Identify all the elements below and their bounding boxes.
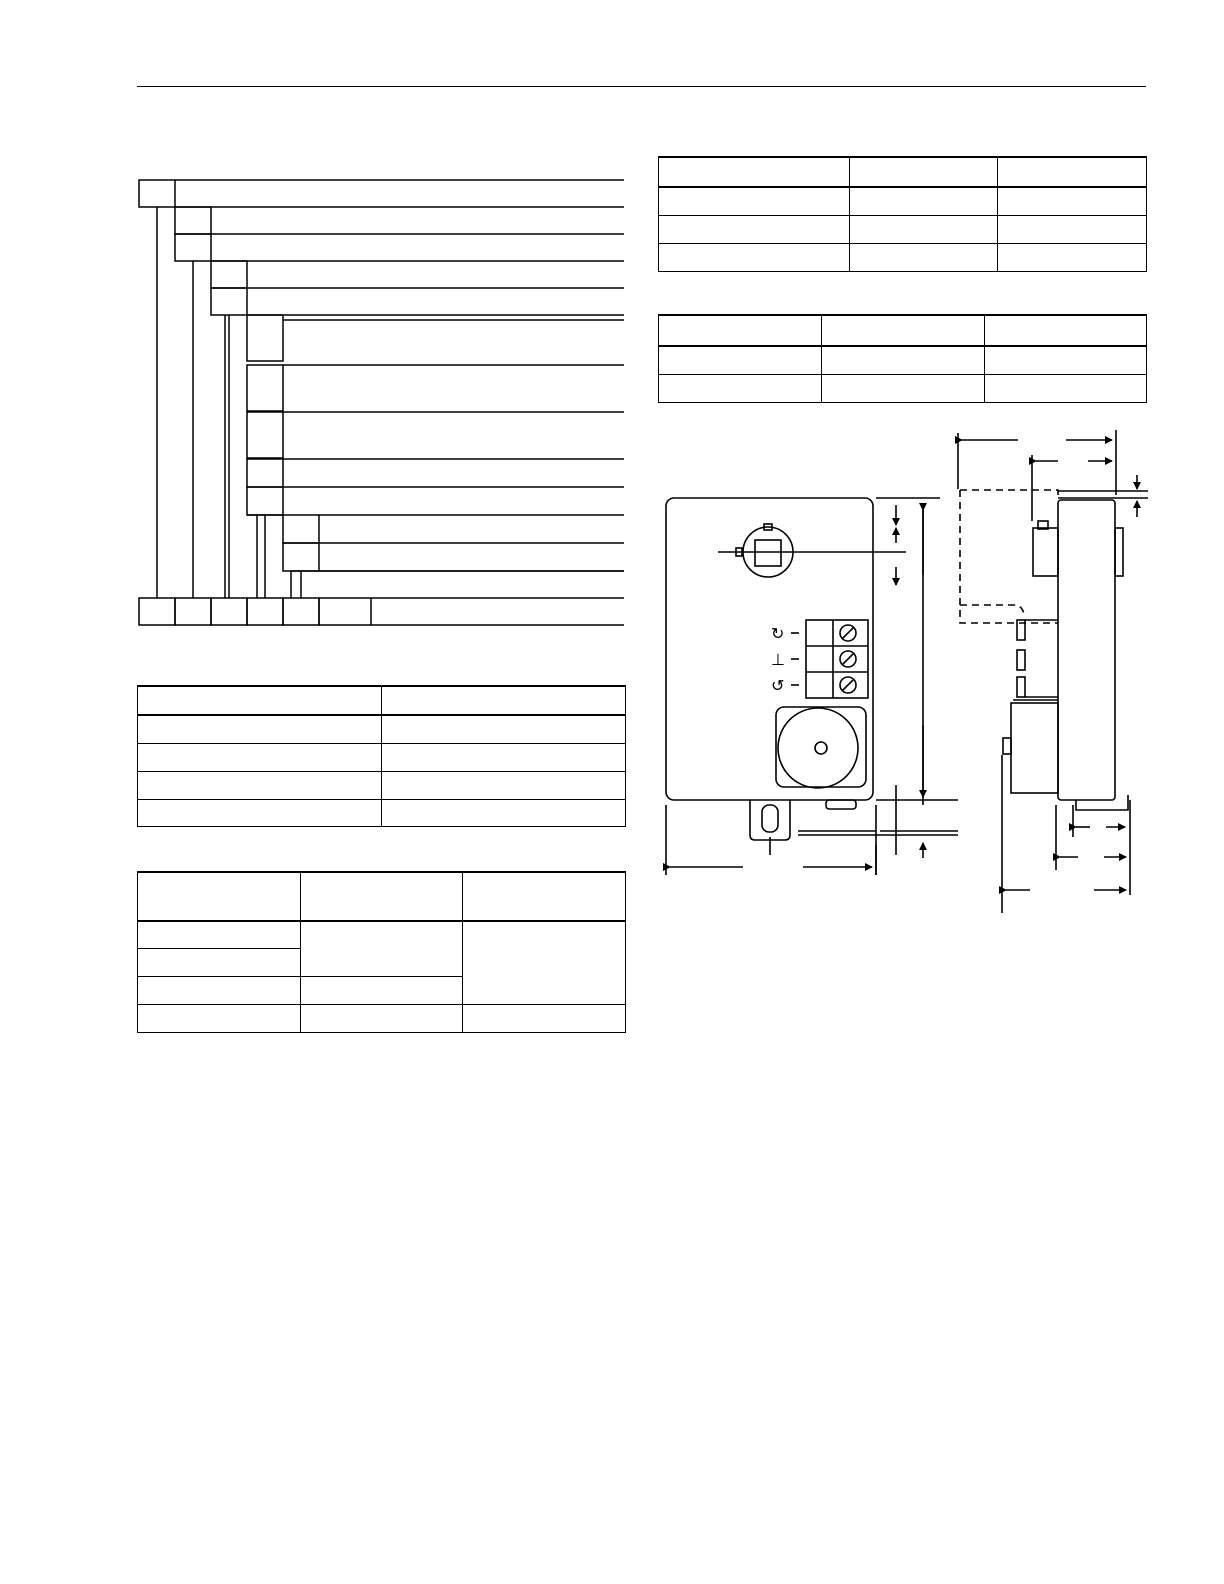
tree-box-7 [247,365,283,411]
front-view-body [666,498,873,800]
ordering-number-tree [137,170,627,630]
tree-box-3 [175,234,211,261]
tree-box-1 [139,180,175,207]
ordering-tree-lines [137,170,627,630]
spec-table-right-1 [658,156,1147,272]
spec-table-left-2 [137,871,626,1033]
tree-box-2 [175,207,211,234]
terminal-symbol-bottom: ↺ [771,676,785,695]
tree-box-5 [211,288,247,315]
dimension-figure [658,425,1153,920]
tree-box-12 [283,543,319,571]
terminal-symbol-top: ↻ [771,624,785,643]
page-header-rule [137,86,1146,87]
device-dimension-drawing [658,425,1153,920]
terminal-symbol-middle: ⊥ [771,650,785,669]
spec-table-right-2 [658,314,1147,403]
tree-box-8 [247,412,283,458]
tree-box-11 [283,515,319,543]
tree-box-6 [247,315,283,361]
tree-box-9 [247,459,283,487]
tree-box-10 [247,487,283,515]
side-view-body [1058,500,1115,800]
tree-box-4 [211,261,247,288]
spec-table-left-1 [137,685,626,827]
